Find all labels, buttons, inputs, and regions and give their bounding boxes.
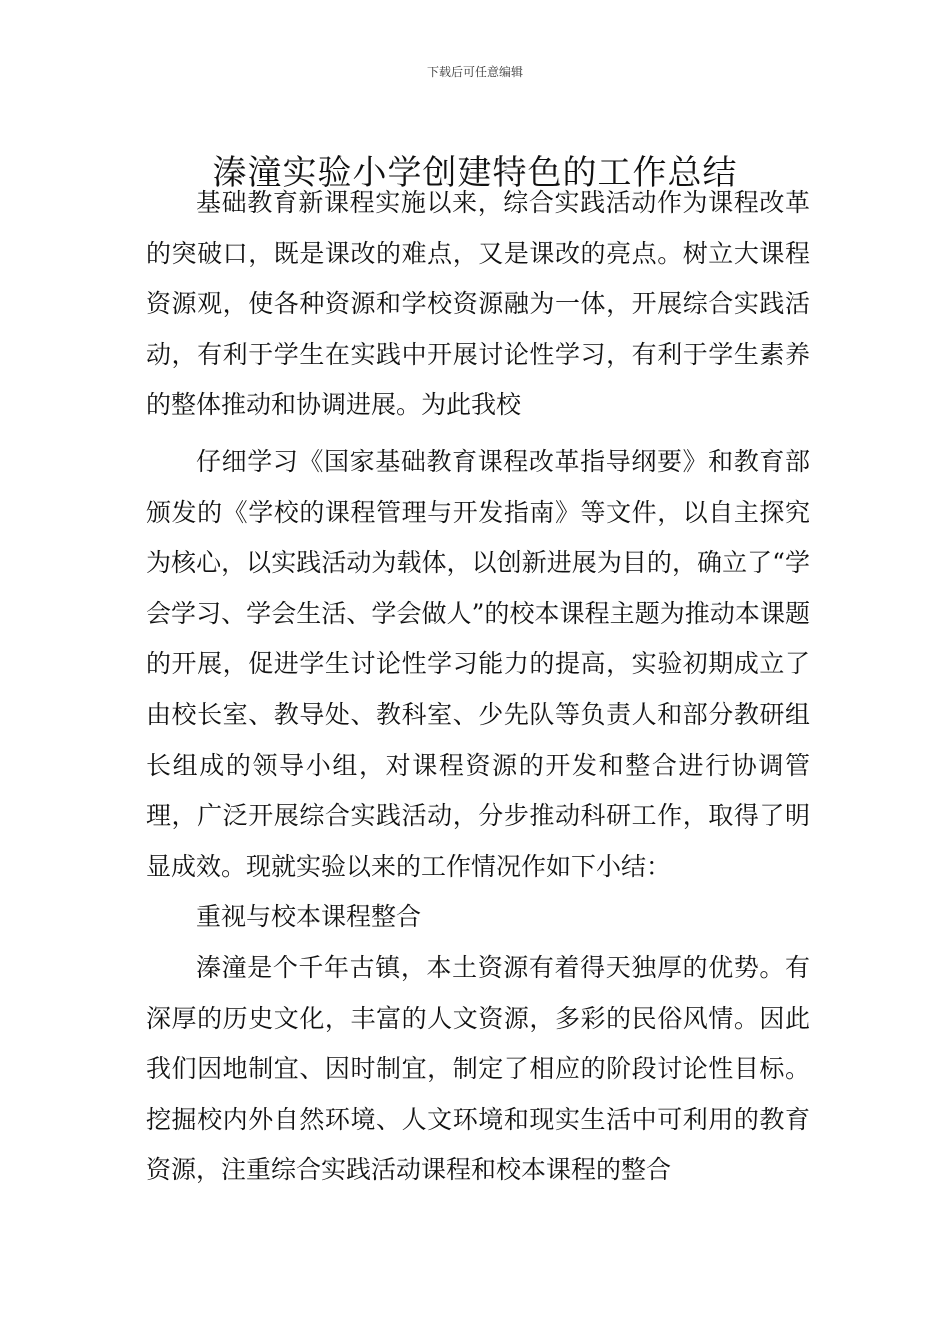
paragraph-local-resources: 溱潼是个千年古镇，本土资源有着得天独厚的优势。有深厚的历史文化，丰富的人文资源，多彩的民俗风情。因此我们因地制宜、因时制宜，制定了相应的阶段讨论性目标。挖掘校内外自然环境、人文环境和现实生活中可利用的教育资源，注重综合实践活动课程和校本课程的整合 xyxy=(146,952,810,1185)
paragraph-study: 仔细学习《国家基础教育课程改革指导纲要》和教育部颁发的《学校的课程管理与开发指南》等文件，以自主探究为核心，以实践活动为载体，以创新进展为目的，确立了“学会学习、学会生活、学会做人”的校本课程主题为推动本课题的开展，促进学生讨论性学习能力的提高，实验初期成立了由校长室、教导处、教科室、少先队等负责人和部分教研组长组成的领导小组，对课程资源的开发和整合进行协调管理，广泛开展综合实践活动，分步推动科研工作，取得了明显成效。现就实验以来的工作情况作如下小结： xyxy=(146,446,810,881)
document-title: 溱潼实验小学创建特色的工作总结 xyxy=(212,152,738,193)
header-note: 下载后可任意编辑 xyxy=(426,65,523,79)
document-body xyxy=(146,178,810,1196)
paragraph-intro: 基础教育新课程实施以来，综合实践活动作为课程改革的突破口，既是课改的难点，又是课改的亮点。树立大课程资源观，使各种资源和学校资源融为一体，开展综合实践活动，有利于学生在实践中开展讨论性学习，有利于学生素养的整体推动和协调进展。为此我校 xyxy=(146,188,810,420)
section-heading: 重视与校本课程整合 xyxy=(196,902,422,932)
